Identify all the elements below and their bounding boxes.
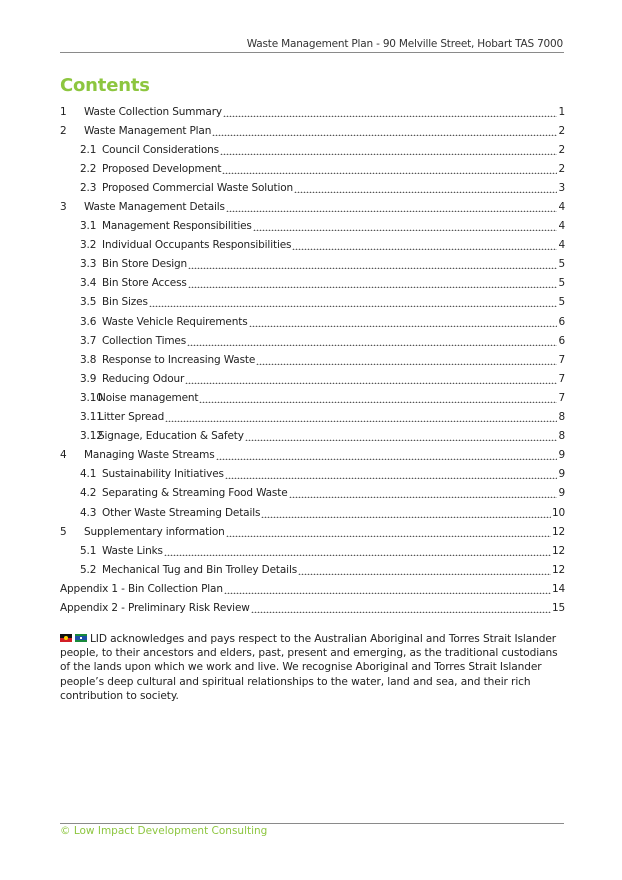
toc-dot-leader — [294, 183, 557, 193]
toc-entry[interactable] — [60, 541, 565, 560]
toc-entry-number: 3.3 — [80, 258, 97, 271]
toc-entry-label: Sustainability Initiatives — [102, 468, 224, 481]
toc-dot-leader — [188, 278, 557, 288]
toc-entry-page: 2 — [558, 162, 565, 175]
acknowledgement-paragraph — [60, 632, 564, 703]
toc-dot-leader — [187, 336, 557, 346]
toc-entry-number: 1 — [60, 105, 67, 118]
page-footer: © Low Impact Development Consulting — [60, 825, 268, 837]
toc-entry[interactable] — [60, 465, 565, 484]
toc-entry-page: 4 — [558, 239, 565, 252]
toc-dot-leader — [212, 126, 557, 136]
toc-entry-label: Bin Store Design — [102, 258, 188, 271]
toc-entry-number: 4.3 — [80, 506, 97, 519]
toc-entry-number: 5 — [60, 525, 67, 538]
toc-entry[interactable] — [60, 197, 565, 216]
toc-entry[interactable] — [60, 178, 565, 197]
toc-dot-leader — [298, 565, 551, 575]
toc-entry-number: 3.10 — [80, 391, 103, 404]
toc-entry-label: Bin Sizes — [102, 296, 148, 309]
toc-entry-number: 4.1 — [80, 468, 97, 481]
toc-dot-leader — [289, 488, 557, 498]
toc-entry-label: Appendix 1 - Bin Collection Plan — [60, 582, 223, 595]
toc-entry-number: 3.9 — [80, 372, 97, 385]
toc-entry-label: Bin Store Access — [102, 277, 187, 290]
toc-entry[interactable] — [60, 350, 565, 369]
toc-entry-number: 3.6 — [80, 315, 97, 328]
toc-entry-page: 4 — [558, 201, 565, 214]
toc-entry-number: 3.1 — [80, 220, 97, 233]
toc-entry-page: 3 — [558, 181, 565, 194]
toc-dot-leader — [188, 259, 557, 269]
toc-entry-number: 3.11 — [80, 411, 103, 424]
toc-dot-leader — [185, 374, 557, 384]
toc-entry-label: Reducing Odour — [102, 372, 185, 385]
torres-strait-islander-flag-icon — [75, 634, 87, 642]
toc-dot-leader — [216, 450, 557, 460]
toc-entry[interactable] — [60, 369, 565, 388]
table-of-contents — [60, 102, 565, 618]
toc-dot-leader — [225, 469, 557, 479]
toc-entry[interactable] — [60, 102, 565, 121]
toc-entry[interactable] — [60, 522, 565, 541]
toc-entry-page: 5 — [558, 277, 565, 290]
toc-dot-leader — [249, 317, 557, 327]
toc-entry-page: 12 — [551, 544, 565, 557]
page-header: Waste Management Plan - 90 Melville Street, Hobart TAS 7000 — [246, 38, 563, 50]
toc-entry[interactable] — [60, 217, 565, 236]
toc-entry-number: 3.8 — [80, 353, 97, 366]
toc-entry-label: Response to Increasing Waste — [102, 353, 256, 366]
toc-entry-number: 4 — [60, 449, 67, 462]
toc-entry-page: 9 — [558, 487, 565, 500]
toc-entry-label: Collection Times — [102, 334, 187, 347]
toc-entry-number: 5.2 — [80, 563, 97, 576]
toc-entry[interactable] — [60, 121, 565, 140]
toc-entry[interactable] — [60, 408, 565, 427]
toc-entry-number: 3.12 — [80, 430, 103, 443]
toc-entry-number: 3.2 — [80, 239, 97, 252]
toc-entry[interactable] — [60, 427, 565, 446]
toc-entry-label: Managing Waste Streams — [84, 449, 215, 462]
toc-entry-page: 4 — [558, 220, 565, 233]
toc-entry[interactable] — [60, 503, 565, 522]
toc-entry-page: 9 — [558, 449, 565, 462]
toc-dot-leader — [223, 107, 557, 117]
toc-entry-number: 3 — [60, 201, 67, 214]
toc-entry[interactable] — [60, 331, 565, 350]
toc-entry-page: 14 — [551, 582, 565, 595]
toc-entry-page: 9 — [558, 468, 565, 481]
toc-entry-label: Supplementary information — [84, 525, 225, 538]
toc-entry-label: Signage, Education & Safety — [98, 430, 244, 443]
toc-entry[interactable] — [60, 293, 565, 312]
footer-divider — [60, 823, 564, 824]
toc-entry-page: 1 — [558, 105, 565, 118]
toc-entry[interactable] — [60, 598, 565, 617]
toc-entry-page: 7 — [558, 391, 565, 404]
toc-entry-page: 15 — [551, 601, 565, 614]
toc-dot-leader — [256, 355, 557, 365]
toc-entry-label: Litter Spread — [98, 411, 165, 424]
toc-entry-page: 5 — [558, 296, 565, 309]
toc-entry-label: Other Waste Streaming Details — [102, 506, 261, 519]
toc-entry-page: 6 — [558, 334, 565, 347]
toc-dot-leader — [245, 431, 557, 441]
toc-dot-leader — [253, 221, 557, 231]
toc-entry-number: 4.2 — [80, 487, 97, 500]
aboriginal-flag-icon — [60, 634, 72, 642]
toc-entry-label: Noise management — [98, 391, 199, 404]
toc-entry-number: 3.4 — [80, 277, 97, 290]
toc-entry[interactable] — [60, 140, 565, 159]
toc-entry-number: 2 — [60, 124, 67, 137]
toc-entry-page: 8 — [558, 411, 565, 424]
toc-entry-page: 12 — [551, 525, 565, 538]
toc-entry[interactable] — [60, 236, 565, 255]
toc-dot-leader — [251, 603, 551, 613]
toc-entry-label: Waste Vehicle Requirements — [102, 315, 248, 328]
toc-dot-leader — [224, 584, 551, 594]
toc-entry-page: 12 — [551, 563, 565, 576]
header-divider — [60, 52, 564, 53]
toc-dot-leader — [292, 240, 557, 250]
toc-entry[interactable] — [60, 484, 565, 503]
toc-dot-leader — [164, 546, 551, 556]
toc-entry-page: 10 — [551, 506, 565, 519]
toc-entry[interactable] — [60, 312, 565, 331]
toc-entry-label: Mechanical Tug and Bin Trolley Details — [102, 563, 298, 576]
toc-entry-number: 3.7 — [80, 334, 97, 347]
toc-dot-leader — [261, 508, 551, 518]
toc-entry[interactable] — [60, 159, 565, 178]
toc-entry-label: Waste Management Details — [84, 201, 225, 214]
toc-dot-leader — [220, 145, 557, 155]
toc-dot-leader — [149, 297, 557, 307]
toc-dot-leader — [222, 164, 557, 174]
toc-entry-page: 5 — [558, 258, 565, 271]
toc-entry-label: Waste Management Plan — [84, 124, 212, 137]
acknowledgement-text: LID acknowledges and pays respect to the Australian Aboriginal and Torres Strait Islander people, to their ancestors and elders, past, present and emerging, as the traditional custodians of the lands upon which we work and live. We recognise Aboriginal and Torres Strait Islander people’s deep cultural and spiritual relationships to the water, land and sea, and their rich contribution to society. — [60, 633, 558, 702]
toc-entry-number: 2.3 — [80, 181, 97, 194]
toc-entry[interactable] — [60, 274, 565, 293]
toc-entry-page: 2 — [558, 124, 565, 137]
toc-entry-label: Separating & Streaming Food Waste — [102, 487, 288, 500]
toc-entry-number: 5.1 — [80, 544, 97, 557]
toc-entry-number: 2.2 — [80, 162, 97, 175]
toc-entry[interactable] — [60, 388, 565, 407]
toc-dot-leader — [226, 202, 557, 212]
toc-entry-label: Individual Occupants Responsibilities — [102, 239, 292, 252]
toc-entry-label: Waste Links — [102, 544, 163, 557]
toc-entry-number: 2.1 — [80, 143, 97, 156]
toc-entry[interactable] — [60, 255, 565, 274]
toc-entry-label: Proposed Commercial Waste Solution — [102, 181, 294, 194]
toc-entry-label: Management Responsibilities — [102, 220, 252, 233]
toc-entry-page: 7 — [558, 353, 565, 366]
toc-entry-label: Proposed Development — [102, 162, 222, 175]
toc-entry-label: Council Considerations — [102, 143, 219, 156]
toc-dot-leader — [165, 412, 557, 422]
toc-entry[interactable] — [60, 579, 565, 598]
toc-entry-page: 7 — [558, 372, 565, 385]
toc-entry-label: Appendix 2 - Preliminary Risk Review — [60, 601, 250, 614]
contents-title: Contents — [60, 75, 150, 96]
toc-dot-leader — [199, 393, 557, 403]
toc-entry[interactable] — [60, 560, 565, 579]
toc-entry-page: 8 — [558, 430, 565, 443]
toc-entry[interactable] — [60, 446, 565, 465]
toc-entry-label: Waste Collection Summary — [84, 105, 222, 118]
toc-entry-number: 3.5 — [80, 296, 97, 309]
toc-entry-page: 6 — [558, 315, 565, 328]
toc-entry-page: 2 — [558, 143, 565, 156]
toc-dot-leader — [226, 527, 551, 537]
